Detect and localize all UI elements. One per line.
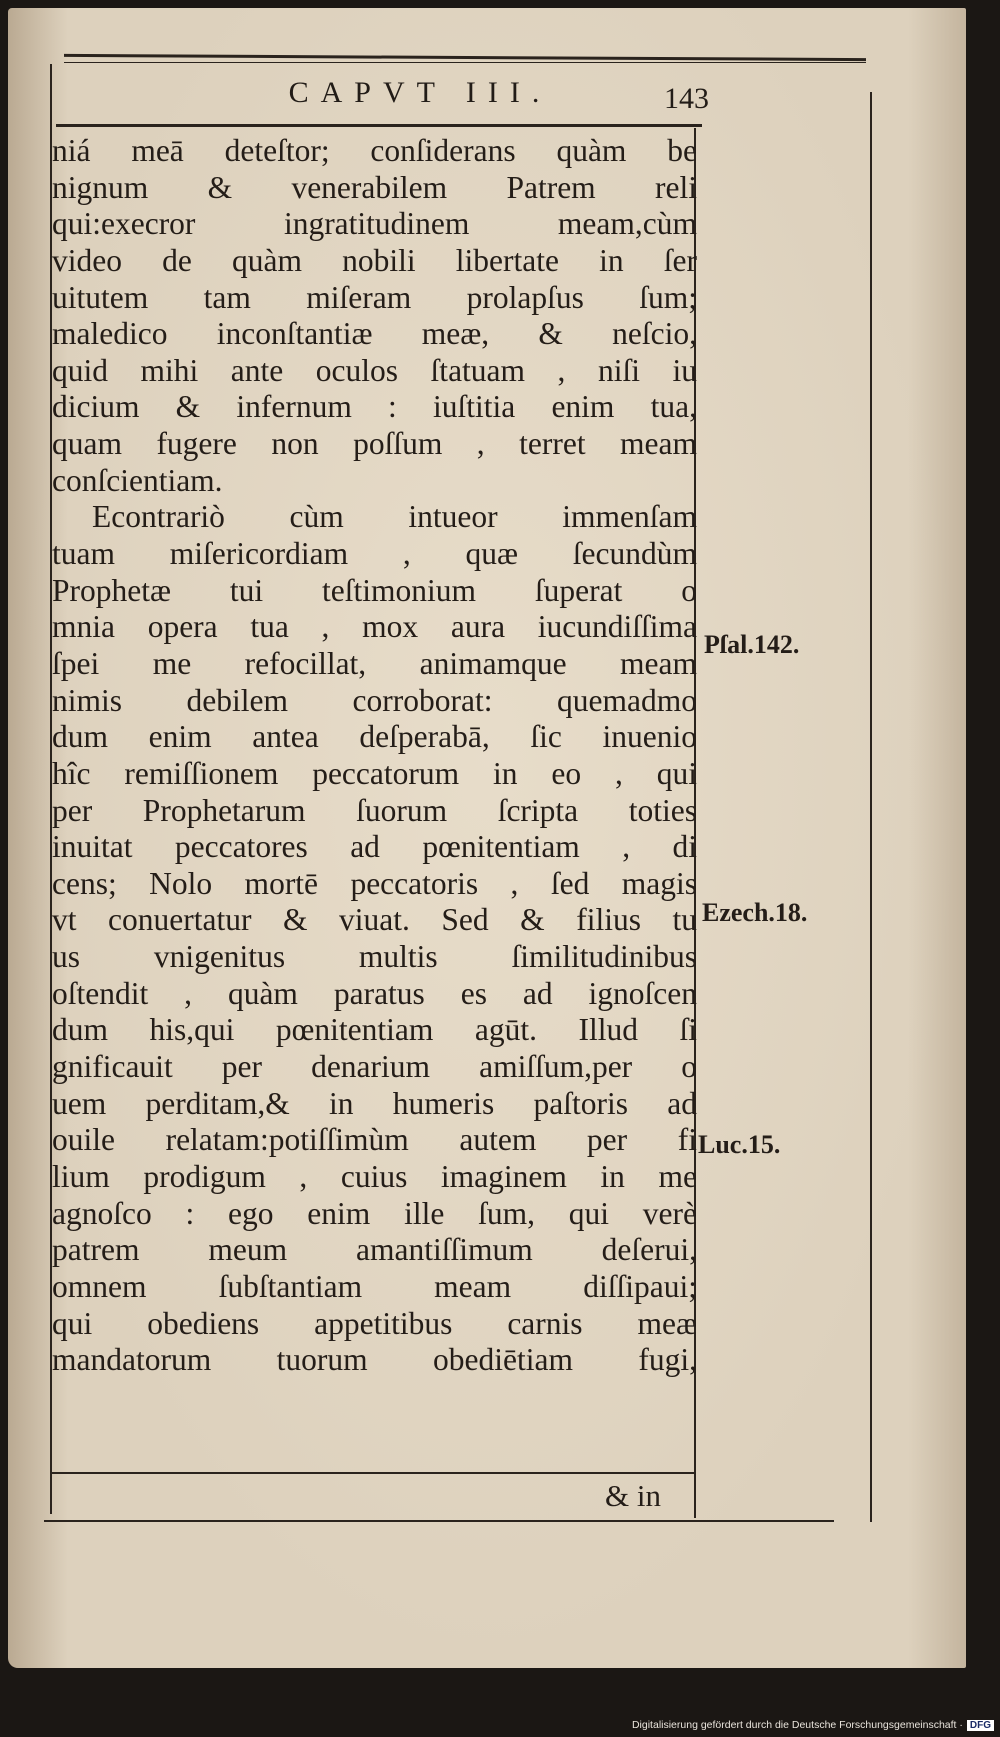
text-line: ſpei me refocillat, animamque meam (52, 645, 697, 681)
text-line: us vnigenitus multis ſimilitudinibus (52, 939, 697, 975)
credit-text: Digitalisierung gefördert durch die Deutsche Forschungsgemeinschaft · (631, 1719, 963, 1731)
marginal-note-ezechiel: Ezech.18. (702, 898, 808, 927)
text-line: nignum & venerabilem Patrem reli (52, 169, 697, 205)
marginal-note-luke: Luc.15. (698, 1130, 781, 1159)
text-line: ouile relatam:potiſſimùm autem per fi (52, 1122, 697, 1158)
text-line: gnificauit per denarium amiſſum,per o (52, 1049, 697, 1085)
text-line: uitutem tam miſeram prolapſus ſum; (52, 279, 697, 315)
text-line: hîc remiſſionem peccatorum in eo , qui (52, 755, 697, 791)
top-rule-lower (64, 62, 866, 63)
text-line: oſtendit , quàm paratus es ad ignoſcen (52, 975, 697, 1011)
bottom-rule-outer (44, 1520, 834, 1522)
header-underline (56, 124, 702, 127)
text-line: patrem meum amantiſſimum deſerui, (52, 1232, 697, 1268)
text-line: dicium & infernum : iuſtitia enim tua, (52, 389, 697, 425)
text-line: maledico inconſtantiæ meæ, & neſcio, (52, 316, 697, 352)
text-line: niá meā deteſtor; conſiderans quàm be (52, 133, 697, 168)
text-line: inuitat peccatores ad pœnitentiam , di (52, 829, 697, 865)
text-line: cens; Nolo mortē peccatoris , ſed magis (52, 865, 697, 901)
text-line: qui obediens appetitibus carnis meæ (52, 1305, 697, 1341)
text-line: mnia opera tua , mox aura iucundiſſima (52, 609, 697, 645)
page-number: 143 (664, 82, 709, 115)
text-line: dum enim antea deſperabā, ſic inuenio (52, 719, 697, 755)
text-line: vt conuertatur & viuat. Sed & filius tu (52, 902, 697, 938)
text-line: per Prophetarum ſuorum ſcripta toties (52, 792, 697, 828)
text-line: quid mihi ante oculos ſtatuam , niſi iu (52, 352, 697, 388)
text-line: dum his,qui pœnitentiam agūt. Illud ſi (52, 1012, 697, 1048)
text-line: uem perditam,& in humeris paſtoris ad (52, 1085, 697, 1121)
text-line: conſcientiam. (52, 462, 223, 498)
running-head: CAPVT III. (288, 76, 552, 109)
catchword: & in (605, 1478, 661, 1513)
text-line: mandatorum tuorum obediētiam fugi, (52, 1342, 697, 1378)
text-line: qui:execror ingratitudinem meam,cùm (52, 206, 697, 242)
dfg-logo: DFG (967, 1720, 994, 1731)
text-line: quam fugere non poſſum , terret meam (52, 426, 697, 462)
text-line: Prophetæ tui teſtimonium ſuperat o (52, 572, 697, 608)
text-line: nimis debilem corroborat: quemadmo (52, 682, 697, 718)
text-line: video de quàm nobili libertate in ſer (52, 242, 697, 278)
main-text (52, 133, 697, 1379)
outer-right-border (870, 92, 872, 1522)
text-line: lium prodigum , cuius imaginem in me (52, 1158, 697, 1194)
digitization-credit (632, 1719, 994, 1731)
bottom-rule (50, 1472, 696, 1474)
text-line: tuam miſericordiam , quæ ſecundùm (52, 536, 697, 572)
text-line: agnoſco : ego enim ille ſum, qui verè (52, 1195, 697, 1231)
text-line: Econtrariò cùm intueor immenſam (92, 499, 697, 535)
text-line: omnem ſubſtantiam meam diſſipaui; (52, 1268, 697, 1304)
marginal-note-psalm: Pſal.142. (704, 630, 800, 659)
